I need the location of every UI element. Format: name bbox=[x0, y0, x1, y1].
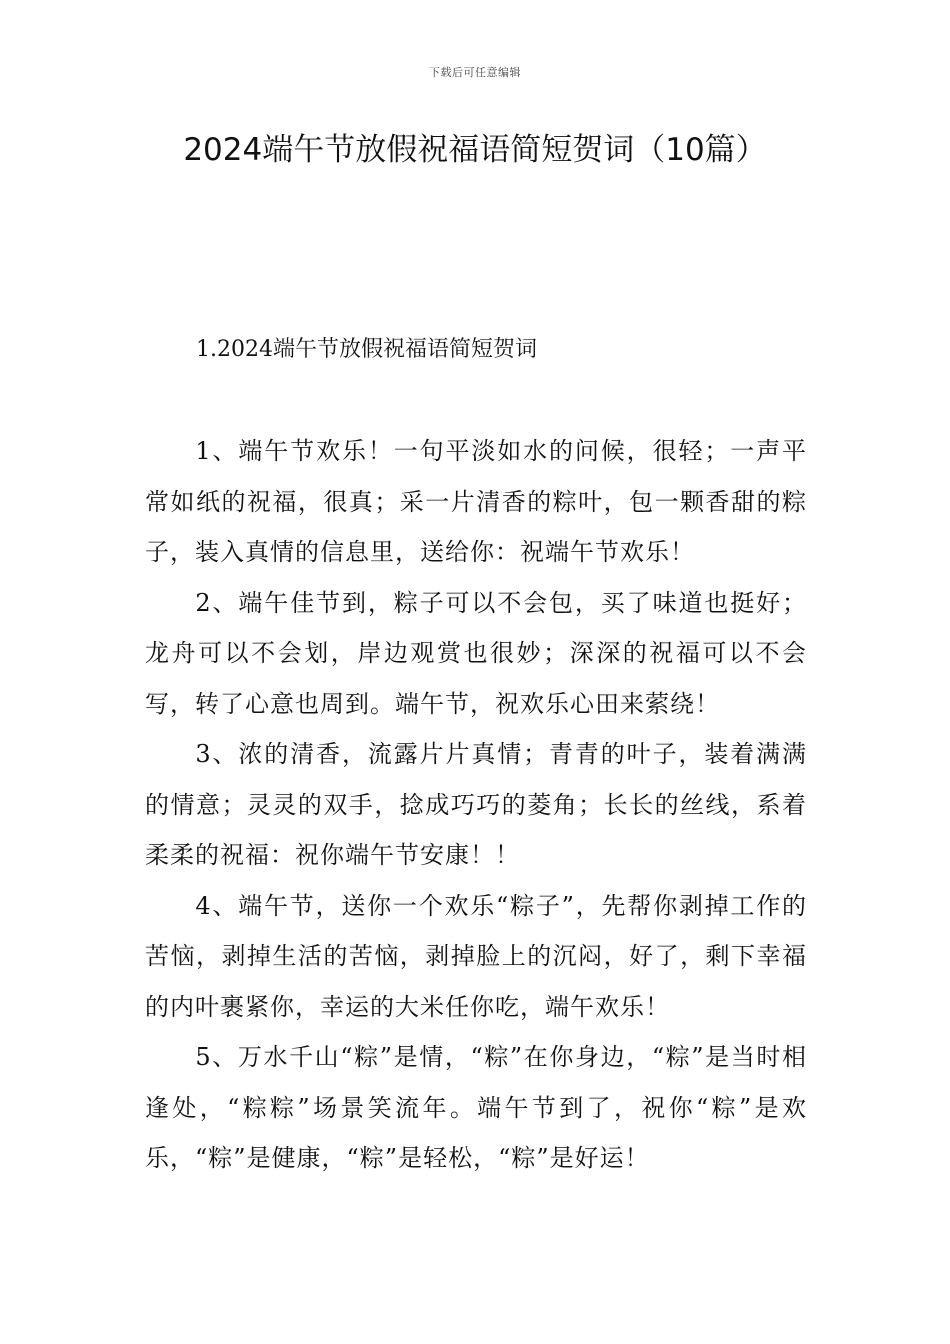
paragraph-5: 5、万水千山“粽”是情，“粽”在你身边，“粽”是当时相逢处，“粽粽”场景笑流年。端午节到了，祝你“粽”是欢乐，“粽”是健康，“粽”是轻松，“粽”是好运！ bbox=[145, 1043, 807, 1172]
section-heading: 1.2024端午节放假祝福语简短贺词 bbox=[196, 337, 537, 362]
paragraph-3: 3、浓的清香，流露片片真情；青青的叶子，装着满满的情意；灵灵的双手，捻成巧巧的菱角；长长的丝线，系着柔柔的祝福：祝你端午节安康！！ bbox=[145, 740, 807, 869]
header-note: 下载后可任意编辑 bbox=[429, 66, 521, 79]
paragraph-2: 2、端午佳节到，粽子可以不会包，买了味道也挺好；龙舟可以不会划，岸边观赏也很妙；深深的祝福可以不会写，转了心意也周到。端午节，祝欢乐心田来萦绕！ bbox=[145, 588, 807, 718]
paragraph-1: 1、端午节欢乐！一句平淡如水的问候，很轻；一声平常如纸的祝福，很真；采一片清香的粽叶，包一颗香甜的粽子，装入真情的信息里，送给你：祝端午节欢乐！ bbox=[145, 437, 807, 566]
document-title: 2024端午节放假祝福语简短贺词（10篇） bbox=[183, 132, 767, 168]
paragraph-4: 4、端午节，送你一个欢乐“粽子”，先帮你剥掉工作的苦恼，剥掉生活的苦恼，剥掉脸上的沉闷，好了，剩下幸福的内叶裹紧你，幸运的大米任你吃，端午欢乐！ bbox=[145, 891, 807, 1021]
document-body bbox=[145, 426, 807, 1184]
